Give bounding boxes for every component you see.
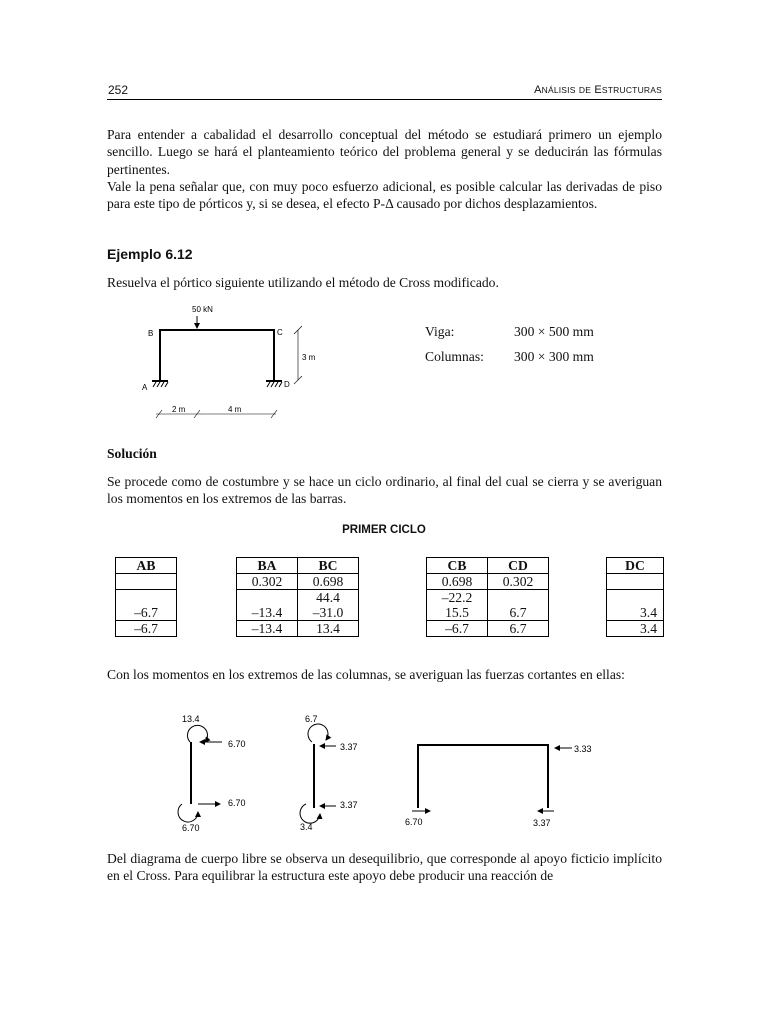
left-bottom-shear: 6.70	[228, 798, 246, 808]
right-top-moment-arc	[308, 724, 328, 742]
node-c-label: C	[277, 328, 283, 337]
section-properties	[425, 324, 594, 374]
property-label: Columnas:	[425, 349, 484, 364]
span-right-label: 4 m	[228, 405, 242, 414]
span-left-label: 2 m	[172, 405, 186, 414]
frame-right-force: 3.37	[533, 818, 551, 828]
left-bottom-moment-arc	[178, 804, 198, 822]
property-row-viga	[425, 324, 594, 349]
frame-outline	[418, 745, 548, 808]
left-bottom-moment: 6.70	[182, 823, 200, 833]
example-title: Ejemplo 6.12	[107, 246, 193, 262]
table-ab: AB –6.7 –6.7	[115, 557, 177, 637]
right-bottom-moment-arc	[300, 804, 320, 823]
page-number: 252	[108, 83, 129, 97]
solution-paragraph-3: Del diagrama de cuerpo libre se observa un desequilibrio, que corresponde al apoyo ficticio implícito en el Cross. Para equilibrar la estructura este apoyo debe producir una reacción de	[107, 851, 662, 884]
support-d	[266, 381, 282, 387]
right-bottom-moment: 3.4	[300, 822, 313, 832]
table-cb-cd: CB CD 0.698 0.302 –22.2 15.5 6.7 –6.7 6.7	[426, 557, 549, 637]
example-statement: Resuelva el pórtico siguiente utilizando el método de Cross modificado.	[107, 275, 499, 290]
solution-paragraph-2: Con los momentos en los extremos de las columnas, se averiguan las fuerzas cortantes en ellas:	[107, 667, 625, 682]
frame-left-force: 6.70	[405, 817, 423, 827]
left-top-shear: 6.70	[228, 739, 246, 749]
property-value: 300 × 500 mm	[514, 324, 594, 339]
running-title	[534, 84, 662, 96]
load-label: 50 kN	[192, 305, 213, 314]
intro-paragraph-1: Para entender a cabalidad el desarrollo conceptual del método se estudiará primero un ejemplo sencillo. Luego se hará el planteamiento teórico del problema general y se deducirán las fórmulas pertinentes.	[107, 127, 662, 177]
right-bottom-shear: 3.37	[340, 800, 358, 810]
solution-title: Solución	[107, 446, 157, 461]
property-label: Viga:	[425, 324, 455, 339]
intro-paragraph-2: Vale la pena señalar que, con muy poco esfuerzo adicional, es posible calcular las derivadas de piso para este tipo de pórticos y, si se desea, el efecto P-Δ causado por dichos desplazamientos.	[107, 179, 662, 212]
property-row-columnas	[425, 349, 594, 374]
frame-top-force: 3.33	[574, 744, 592, 754]
right-top-moment: 6.7	[305, 714, 318, 724]
node-a-label: A	[142, 383, 148, 392]
node-d-label: D	[284, 380, 290, 389]
cycle-title: PRIMER CICLO	[342, 524, 426, 536]
support-a	[152, 381, 168, 387]
left-top-moment-arc	[188, 725, 208, 742]
solution-paragraph-1: Se procede como de costumbre y se hace un ciclo ordinario, al final del cual se cierra y se averiguan los momentos en los extremos de las barras.	[107, 474, 662, 507]
right-top-shear: 3.37	[340, 742, 358, 752]
running-title-text: ANÁLISIS DE ESTRUCTURAS	[534, 84, 662, 96]
load-arrowhead	[194, 323, 200, 329]
portico-figure	[130, 298, 330, 424]
table-ba-bc: BA BC 0.302 0.698 44.4 –13.4 –31.0 –13.4 13.4	[236, 557, 359, 637]
property-value: 300 × 300 mm	[514, 349, 594, 364]
table-dc: DC 3.4 3.4	[606, 557, 664, 637]
node-b-label: B	[148, 329, 154, 338]
frame-members	[160, 330, 274, 380]
left-top-moment: 13.4	[182, 714, 200, 724]
shear-figure	[150, 704, 610, 836]
header-rule	[107, 99, 662, 100]
height-dim-label: 3 m	[302, 353, 316, 362]
